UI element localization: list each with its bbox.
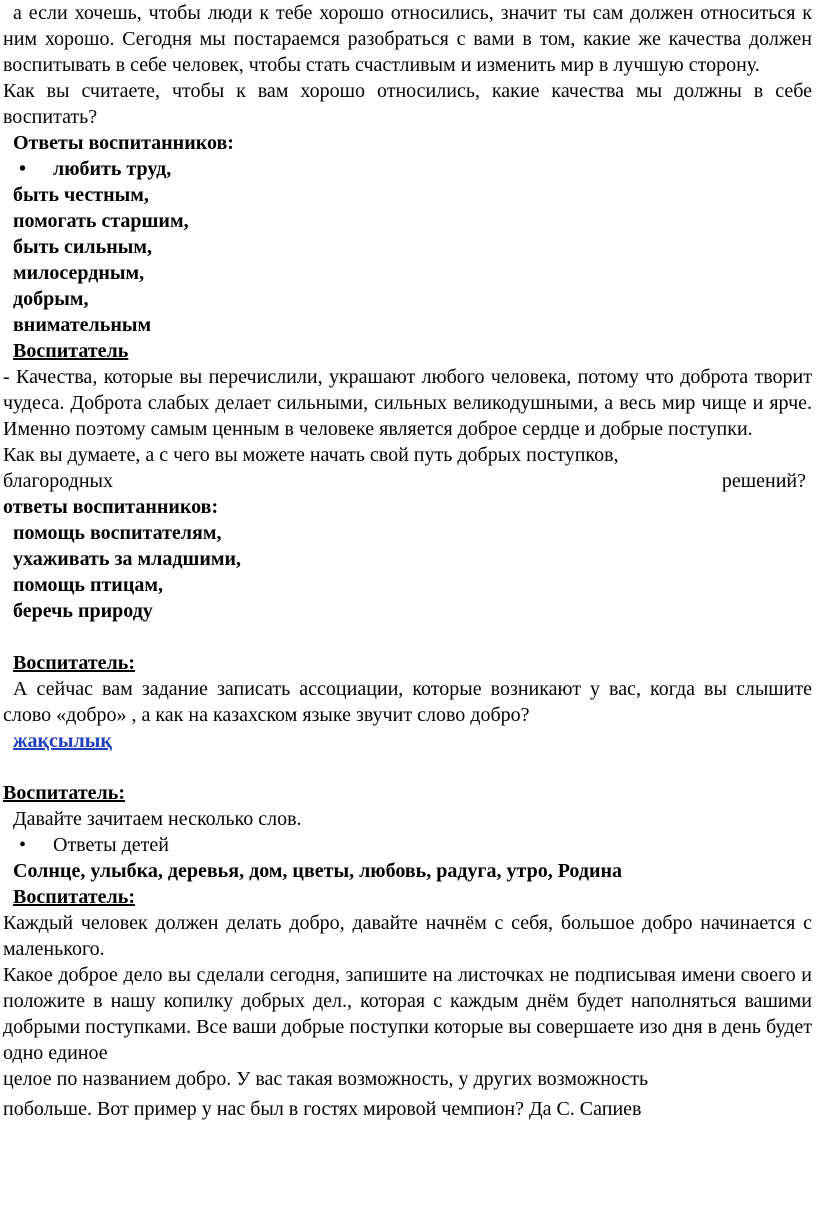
answer-item: милосердным, xyxy=(13,262,145,284)
teacher-paragraph: Давайте зачитаем несколько слов. xyxy=(13,808,302,830)
teacher-label: Воспитатель: xyxy=(13,652,135,674)
kazakh-word-line xyxy=(3,728,812,754)
teacher-paragraph: А сейчас вам задание записать ассоциации, которые возникают у вас, когда вы слышите слово «добро» , а как на казахском языке звучит слово добро? xyxy=(3,678,812,726)
question-end-right: решений? xyxy=(721,470,806,492)
question-paragraph: Как вы считаете, чтобы к вам хорошо относились, какие качества мы должны в себе воспитать? xyxy=(3,80,812,128)
answer-item: помощь воспитателям, xyxy=(13,522,222,544)
teacher-label: Воспитатель: xyxy=(3,782,125,804)
answer-bullet-item xyxy=(3,156,812,182)
teacher-paragraph: - Качества, которые вы перечислили, украшают любого человека, потому что доброта творит чудеса. Доброта слабых делает сильными, сильных великодушными, а весь мир чище и ярче. Именно поэтому самым ценным в человеке является доброе сердце и добрые поступки. xyxy=(3,366,812,440)
answers-heading: ответы воспитанников: xyxy=(3,496,219,518)
teacher-paragraph: целое по названием добро. У вас такая возможность, у других возможность xyxy=(3,1068,649,1090)
answer-item: ухаживать за младшими, xyxy=(13,548,241,570)
teacher-question: Как вы думаете, а с чего вы можете начать свой путь добрых поступков, xyxy=(3,444,619,466)
kazakh-word-link[interactable]: жақсылық xyxy=(13,730,112,752)
answer-item: быть честным, xyxy=(13,184,149,206)
answer-item: внимательным xyxy=(13,314,152,336)
teacher-paragraph: побольше. Вот пример у нас был в гостях мировой чемпион? Да С. Сапиев xyxy=(3,1098,642,1120)
question-end-left: благородных xyxy=(3,470,113,492)
bullet-icon: • xyxy=(19,158,27,180)
answer-text: любить труд, xyxy=(53,158,172,180)
teacher-paragraph: Какое доброе дело вы сделали сегодня, запишите на листочках не подписывая имени своего и положите в нашу копилку добрых дел., которая с каждым днём будет наполняться вашими добрыми поступками. Все ваши добрые поступки которые вы совершаете изо дня в день будет одно единое xyxy=(3,964,812,1064)
answer-item: быть сильным, xyxy=(13,236,152,258)
answer-item: помогать старшим, xyxy=(13,210,189,232)
teacher-paragraph: Каждый человек должен делать добро, давайте начнём с себя, большое добро начинается с маленького. xyxy=(3,912,812,960)
answers-heading: Ответы воспитанников: xyxy=(13,132,234,154)
bullet-text: Ответы детей xyxy=(53,834,169,856)
spacer xyxy=(3,754,812,780)
intro-paragraph: а если хочешь, чтобы люди к тебе хорошо относились, значит ты сам должен относиться к ним хорошо. Сегодня мы постараемся разобраться с вами в том, какие же качества должен воспитывать в себе человек, чтобы стать счастливым и изменить мир в лучшую сторону. xyxy=(3,2,812,76)
teacher-label: Воспитатель: xyxy=(13,886,135,908)
answer-item: помощь птицам, xyxy=(13,574,163,596)
spacer xyxy=(3,624,812,650)
teacher-question-end xyxy=(3,468,812,494)
answer-item: добрым, xyxy=(13,288,89,310)
children-answers-bullet xyxy=(3,832,812,858)
teacher-label: Воспитатель xyxy=(13,340,129,362)
answer-item: беречь природу xyxy=(13,600,153,622)
words-list: Солнце, улыбка, деревья, дом, цветы, любовь, радуга, утро, Родина xyxy=(13,860,623,882)
bullet-icon: • xyxy=(19,834,27,856)
